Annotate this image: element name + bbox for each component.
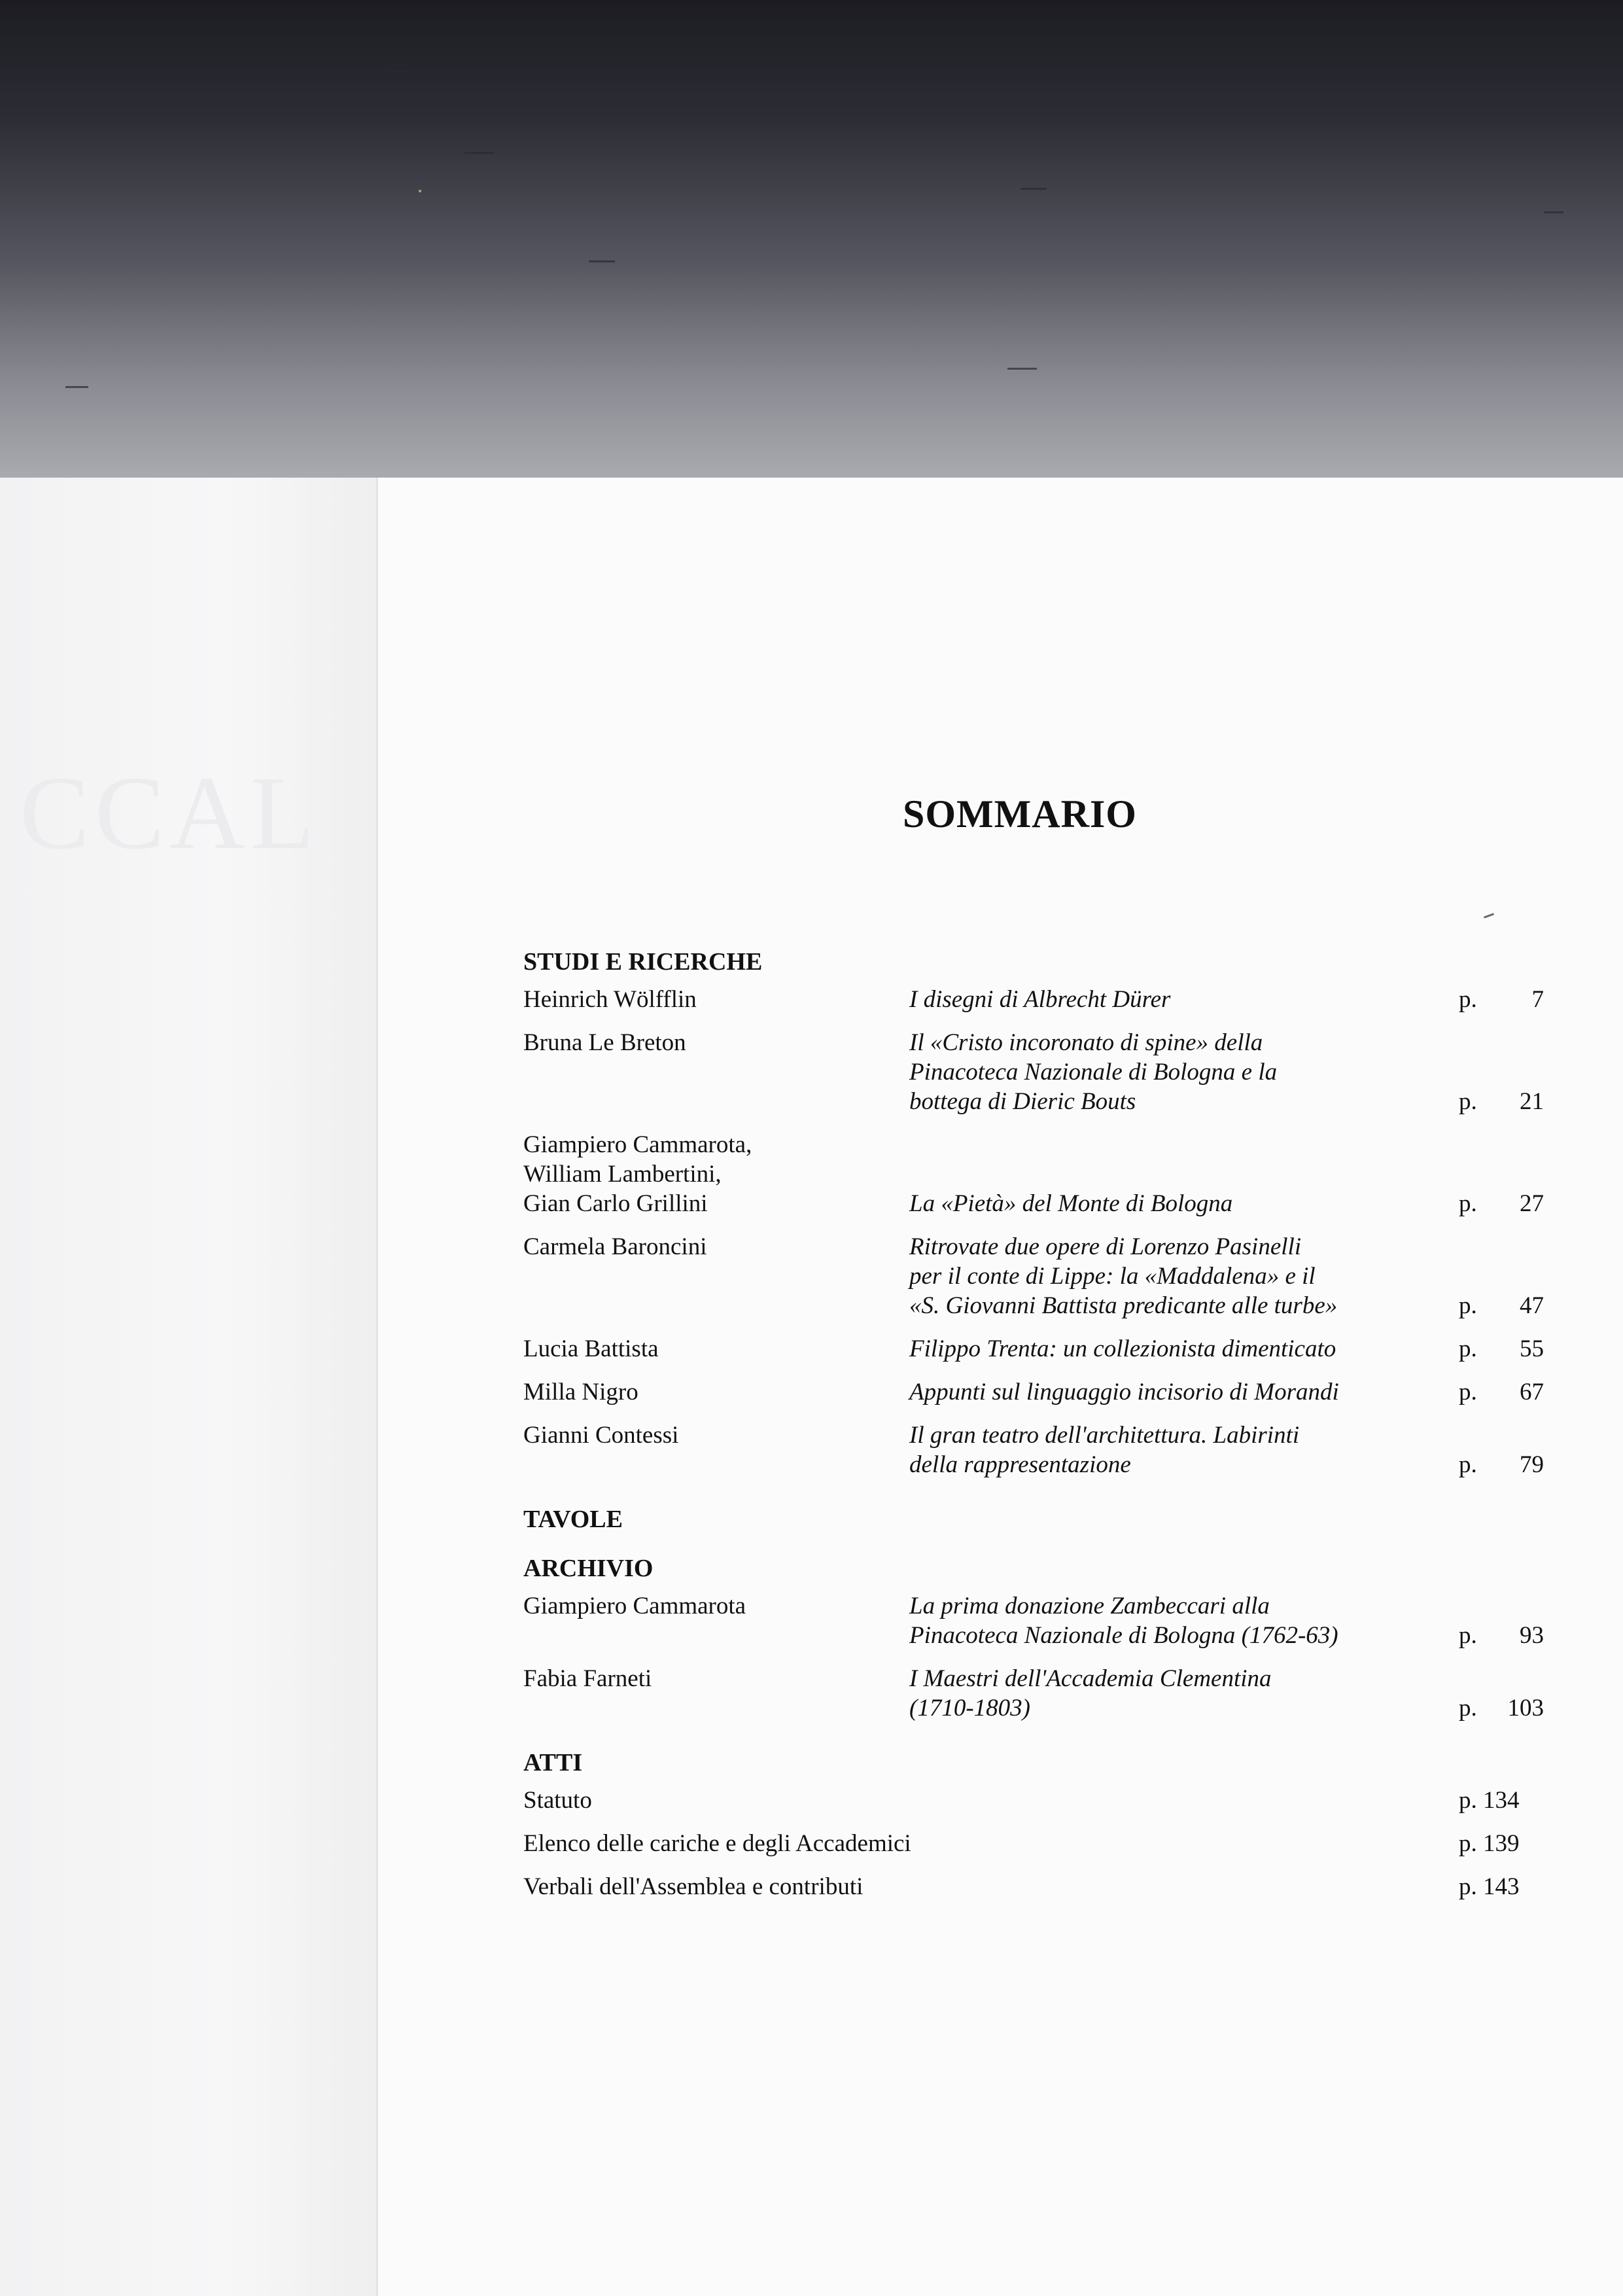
entry-author: Carmela Baroncini [523, 1233, 707, 1260]
entry-author: Gianni Contessi [523, 1422, 679, 1449]
entry-page: p. 134 [1459, 1787, 1520, 1814]
toc-entry [523, 1872, 1544, 1901]
entry-page [1459, 1693, 1544, 1723]
toc-entry [523, 985, 1544, 1014]
section-heading-archivio: ARCHIVIO [523, 1555, 654, 1582]
entry-author: Fabia Farneti [523, 1665, 652, 1692]
section-heading-studi: STUDI E RICERCHE [523, 948, 763, 976]
page-prefix: p. [1459, 1088, 1477, 1115]
entry-page: p. 139 [1459, 1830, 1520, 1857]
page-prefix: p. [1459, 1622, 1477, 1649]
entry-title: I Maestri dell'Accademia Clementina (1710-1803) [909, 1665, 1272, 1722]
page-prefix: p. [1459, 1451, 1477, 1478]
entry-label: Statuto [523, 1787, 592, 1814]
table-of-contents [523, 947, 1544, 1915]
page-prefix: p. [1459, 986, 1477, 1013]
page-prefix: p. [1459, 1695, 1477, 1722]
entry-author: Milla Nigro [523, 1379, 638, 1405]
entry-label: Elenco delle cariche e degli Accademici [523, 1830, 911, 1857]
entry-page [1459, 1377, 1544, 1407]
toc-entry [523, 1334, 1544, 1364]
toc-entry [523, 1664, 1544, 1723]
entry-title: La «Pietà» del Monte di Bologna [909, 1190, 1233, 1217]
toc-entry [523, 1377, 1544, 1407]
entry-page [1459, 1621, 1544, 1650]
entry-page: p. 143 [1459, 1873, 1520, 1900]
page-prefix: p. [1459, 1379, 1477, 1405]
toc-entry [523, 1028, 1544, 1116]
page-prefix: p. [1459, 1335, 1477, 1362]
page-number: 27 [1520, 1190, 1544, 1217]
show-through-text: CCAL [20, 754, 320, 871]
entry-author: Giampiero Cammarota, William Lambertini, Gian Carlo Grillini [523, 1131, 752, 1217]
entry-page [1459, 985, 1544, 1014]
entry-page [1459, 1450, 1544, 1479]
page-number: 93 [1520, 1622, 1544, 1649]
entry-page [1459, 1291, 1544, 1320]
entry-title: Il gran teatro dell'architettura. Labirinti della rappresentazione [909, 1422, 1300, 1478]
page-prefix: p. [1459, 1292, 1477, 1319]
entry-author: Heinrich Wölfflin [523, 986, 697, 1013]
section-heading-tavole: TAVOLE [523, 1506, 623, 1533]
page-number: 79 [1520, 1451, 1544, 1478]
page-prefix: p. [1459, 1190, 1477, 1217]
entry-title: I disegni di Albrecht Dürer [909, 986, 1171, 1013]
entry-title: Appunti sul linguaggio incisorio di Morandi [909, 1379, 1339, 1405]
entry-author: Lucia Battista [523, 1335, 659, 1362]
page-number: 55 [1520, 1335, 1544, 1362]
entry-page [1459, 1334, 1544, 1364]
toc-entry [523, 1421, 1544, 1479]
entry-title: La prima donazione Zambeccari alla Pinacoteca Nazionale di Bologna (1762-63) [909, 1593, 1338, 1649]
page-number: 103 [1507, 1695, 1544, 1722]
scanner-shadow-band [0, 0, 1623, 478]
entry-author: Bruna Le Breton [523, 1029, 686, 1056]
section-heading-atti: ATTI [523, 1749, 583, 1776]
entry-page [1459, 1189, 1544, 1218]
entry-author: Giampiero Cammarota [523, 1593, 746, 1619]
page-number: 21 [1520, 1088, 1544, 1115]
entry-title: Ritrovate due opere di Lorenzo Pasinelli per il conte di Lippe: la «Maddalena» e il «S. Giovanni Battista predicante alle turbe» [909, 1233, 1338, 1319]
toc-entry [523, 1591, 1544, 1650]
toc-entry [523, 1829, 1544, 1858]
toc-entry [523, 1786, 1544, 1815]
left-page-margin [0, 478, 378, 2296]
entry-title: Il «Cristo incoronato di spine» della Pinacoteca Nazionale di Bologna e la bottega di Dieric Bouts [909, 1029, 1278, 1115]
entry-title: Filippo Trenta: un collezionista dimenticato [909, 1335, 1336, 1362]
toc-entry [523, 1232, 1544, 1320]
page-number: 67 [1520, 1379, 1544, 1405]
page-number: 7 [1531, 986, 1544, 1013]
page-title: SOMMARIO [903, 792, 1137, 836]
entry-label: Verbali dell'Assemblea e contributi [523, 1873, 864, 1900]
toc-entry [523, 1130, 1544, 1218]
entry-page [1459, 1087, 1544, 1116]
page-number: 47 [1520, 1292, 1544, 1319]
